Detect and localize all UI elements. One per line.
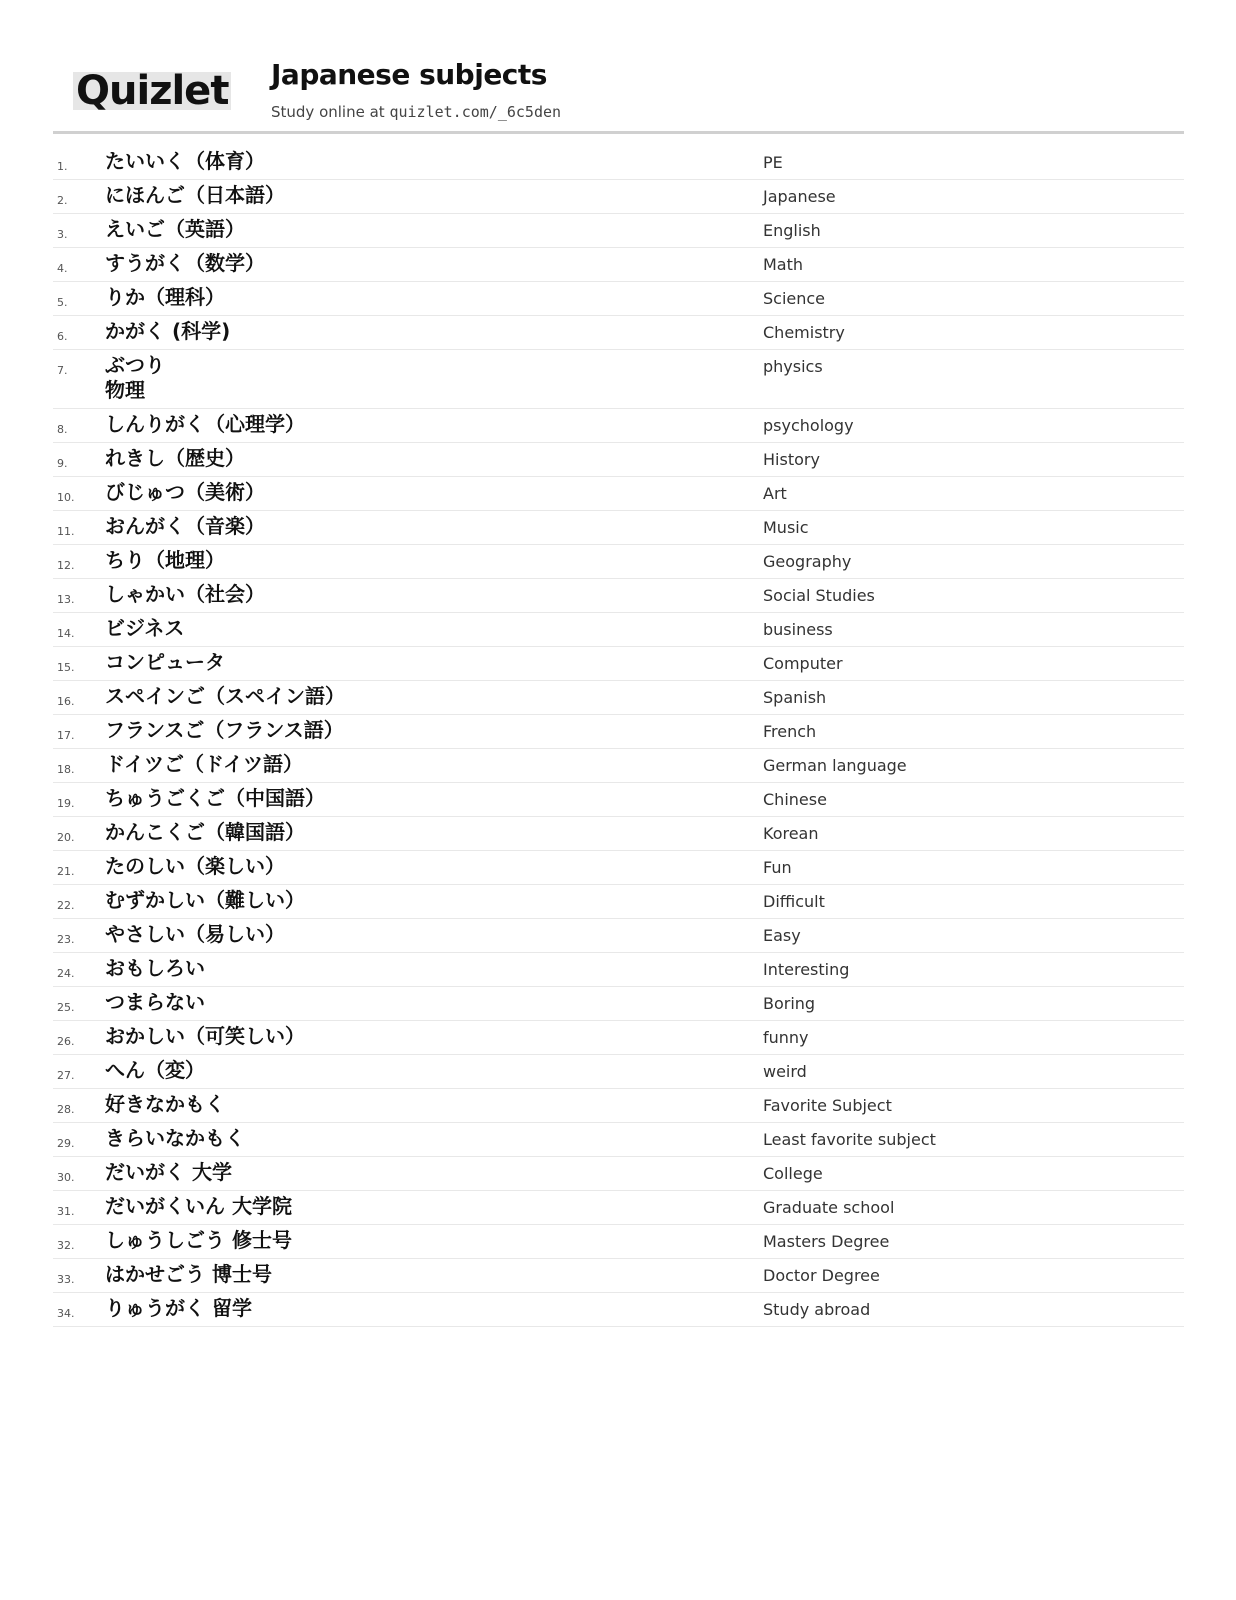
term-number: 24. [57, 967, 75, 980]
term-number: 12. [57, 559, 75, 572]
term-definition: Doctor Degree [763, 1266, 880, 1285]
term-definition: English [763, 221, 821, 240]
term-number: 16. [57, 695, 75, 708]
term-japanese: えいご（英語） [105, 217, 245, 241]
term-number: 19. [57, 797, 75, 810]
term-definition: Music [763, 518, 809, 537]
term-number: 18. [57, 763, 75, 776]
study-online-line [271, 103, 561, 121]
term-number: 6. [57, 330, 68, 343]
term-definition: Masters Degree [763, 1232, 890, 1251]
term-number: 2. [57, 194, 68, 207]
quizlet-logo: Quizlet [73, 72, 231, 110]
term-japanese: スペインご（スペイン語） [105, 684, 345, 708]
term-number: 31. [57, 1205, 75, 1218]
term-list [53, 146, 1184, 1327]
term-japanese: はかせごう 博士号 [105, 1262, 272, 1286]
term-row [53, 613, 1184, 647]
term-number: 17. [57, 729, 75, 742]
term-japanese: やさしい（易しい） [105, 922, 285, 946]
term-japanese: むずかしい（難しい） [105, 888, 305, 912]
term-row [53, 1293, 1184, 1327]
term-row [53, 851, 1184, 885]
term-row [53, 1055, 1184, 1089]
term-japanese: 好きなかもく [105, 1092, 225, 1116]
term-japanese: にほんご（日本語） [105, 183, 285, 207]
term-number: 4. [57, 262, 68, 275]
term-number: 3. [57, 228, 68, 241]
term-row [53, 749, 1184, 783]
term-number: 22. [57, 899, 75, 912]
term-number: 10. [57, 491, 75, 504]
term-definition: Easy [763, 926, 801, 945]
term-japanese: かんこくご（韓国語） [105, 820, 305, 844]
term-japanese: ぶつり 物理 [105, 353, 165, 402]
term-row [53, 477, 1184, 511]
term-row [53, 316, 1184, 350]
term-definition: Japanese [763, 187, 836, 206]
term-number: 30. [57, 1171, 75, 1184]
term-row [53, 647, 1184, 681]
term-definition: Least favorite subject [763, 1130, 936, 1149]
term-number: 7. [57, 364, 68, 377]
term-row [53, 987, 1184, 1021]
term-definition: Geography [763, 552, 852, 571]
subtitle-prefix: Study online at [271, 103, 390, 121]
term-number: 21. [57, 865, 75, 878]
term-definition: History [763, 450, 820, 469]
term-definition: physics [763, 357, 823, 376]
term-definition: Chinese [763, 790, 827, 809]
term-japanese: フランスご（フランス語） [105, 718, 344, 742]
term-definition: Study abroad [763, 1300, 871, 1319]
term-row [53, 511, 1184, 545]
term-number: 11. [57, 525, 75, 538]
term-row [53, 443, 1184, 477]
term-japanese: しんりがく（心理学） [105, 412, 305, 436]
term-number: 27. [57, 1069, 75, 1082]
term-japanese: りゅうがく 留学 [105, 1296, 252, 1320]
term-row [53, 545, 1184, 579]
term-definition: Korean [763, 824, 819, 843]
term-definition: Fun [763, 858, 792, 877]
term-row [53, 1021, 1184, 1055]
term-definition: Graduate school [763, 1198, 895, 1217]
term-japanese: りか（理科） [105, 285, 225, 309]
term-japanese: おんがく（音楽） [105, 514, 265, 538]
term-row [53, 409, 1184, 443]
term-number: 26. [57, 1035, 75, 1048]
term-japanese: びじゅつ（美術） [105, 480, 265, 504]
term-definition: Computer [763, 654, 843, 673]
term-definition: College [763, 1164, 823, 1183]
header-divider [53, 131, 1184, 134]
term-row [53, 919, 1184, 953]
term-number: 33. [57, 1273, 75, 1286]
term-number: 34. [57, 1307, 75, 1320]
term-row [53, 579, 1184, 613]
term-definition: PE [763, 153, 783, 172]
term-row [53, 1123, 1184, 1157]
term-row [53, 1191, 1184, 1225]
term-number: 13. [57, 593, 75, 606]
term-japanese: かがく (科学) [105, 319, 231, 343]
term-number: 25. [57, 1001, 75, 1014]
term-japanese: たいいく（体育） [105, 149, 265, 173]
term-japanese: おもしろい [105, 956, 205, 980]
term-row [53, 248, 1184, 282]
term-definition: German language [763, 756, 907, 775]
term-number: 28. [57, 1103, 75, 1116]
term-definition: Spanish [763, 688, 827, 707]
term-number: 29. [57, 1137, 75, 1150]
term-number: 23. [57, 933, 75, 946]
term-number: 9. [57, 457, 68, 470]
term-japanese: ちり（地理） [105, 548, 225, 572]
term-japanese: きらいなかもく [105, 1126, 245, 1150]
term-definition: Chemistry [763, 323, 845, 342]
term-row [53, 715, 1184, 749]
term-japanese: だいがくいん 大学院 [105, 1194, 292, 1218]
page-title: Japanese subjects [271, 58, 547, 91]
term-definition: funny [763, 1028, 809, 1047]
term-row [53, 885, 1184, 919]
term-definition: Interesting [763, 960, 850, 979]
term-number: 20. [57, 831, 75, 844]
term-definition: Social Studies [763, 586, 875, 605]
term-row [53, 1157, 1184, 1191]
term-definition: Difficult [763, 892, 825, 911]
term-row [53, 1259, 1184, 1293]
term-definition: Math [763, 255, 804, 274]
term-japanese: つまらない [105, 990, 205, 1014]
term-definition: psychology [763, 416, 854, 435]
term-number: 1. [57, 160, 68, 173]
term-japanese: しゃかい（社会） [105, 582, 265, 606]
term-row [53, 214, 1184, 248]
term-japanese: ドイツご（ドイツ語） [105, 752, 303, 776]
term-japanese: たのしい（楽しい） [105, 854, 285, 878]
term-number: 32. [57, 1239, 75, 1252]
term-row [53, 681, 1184, 715]
term-japanese: だいがく 大学 [105, 1160, 232, 1184]
term-definition: Favorite Subject [763, 1096, 892, 1115]
term-definition: Science [763, 289, 826, 308]
term-row [53, 350, 1184, 409]
study-url-link[interactable]: quizlet.com/_6c5den [389, 103, 562, 121]
term-row [53, 1089, 1184, 1123]
term-definition: weird [763, 1062, 807, 1081]
term-japanese: しゅうしごう 修士号 [105, 1228, 292, 1252]
term-number: 5. [57, 296, 68, 309]
term-row [53, 783, 1184, 817]
term-definition: Art [763, 484, 787, 503]
term-number: 15. [57, 661, 75, 674]
term-number: 14. [57, 627, 75, 640]
term-number: 8. [57, 423, 68, 436]
term-row [53, 146, 1184, 180]
term-japanese: ちゅうごくご（中国語） [105, 786, 325, 810]
term-row [53, 180, 1184, 214]
term-row [53, 282, 1184, 316]
term-definition: business [763, 620, 833, 639]
term-japanese: れきし（歴史） [105, 446, 245, 470]
term-japanese: おかしい（可笑しい） [105, 1024, 305, 1048]
term-row [53, 817, 1184, 851]
term-row [53, 953, 1184, 987]
term-japanese: コンピュータ [105, 650, 225, 674]
term-definition: French [763, 722, 817, 741]
term-japanese: へん（変） [105, 1058, 205, 1082]
term-japanese: ビジネス [105, 616, 185, 640]
term-definition: Boring [763, 994, 816, 1013]
term-japanese: すうがく（数学） [105, 251, 265, 275]
term-row [53, 1225, 1184, 1259]
